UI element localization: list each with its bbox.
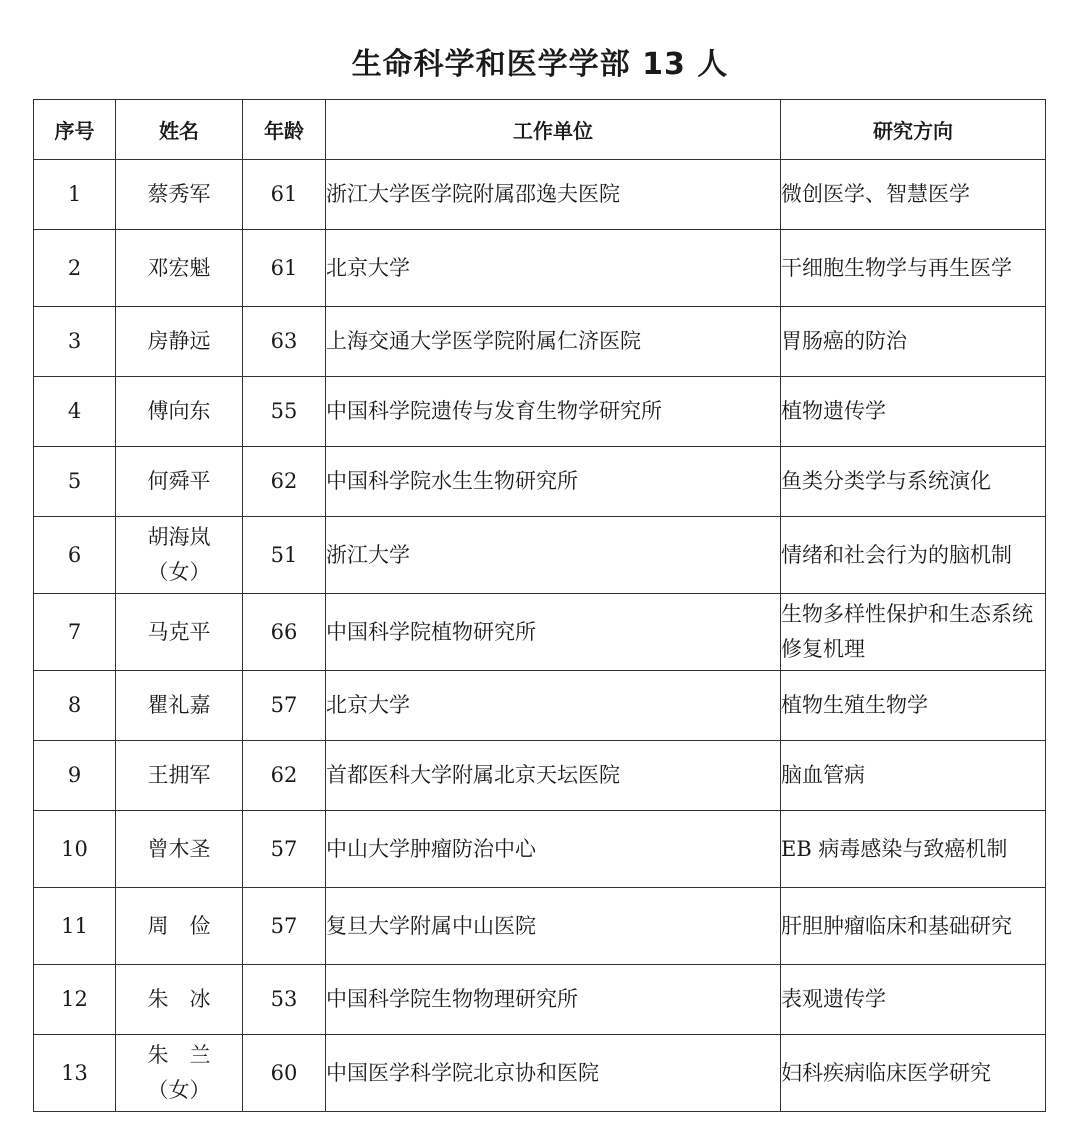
cell-direction: 鱼类分类学与系统演化 bbox=[781, 447, 1046, 517]
cell-unit: 北京大学 bbox=[326, 230, 781, 307]
cell-unit: 中国科学院植物研究所 bbox=[326, 594, 781, 671]
cell-age: 57 bbox=[243, 811, 326, 888]
cell-num: 9 bbox=[34, 741, 116, 811]
cell-age: 66 bbox=[243, 594, 326, 671]
cell-num: 10 bbox=[34, 811, 116, 888]
cell-direction: 微创医学、智慧医学 bbox=[781, 160, 1046, 230]
cell-age: 63 bbox=[243, 307, 326, 377]
cell-age: 57 bbox=[243, 671, 326, 741]
cell-name: 周 俭 bbox=[116, 888, 243, 965]
header-name: 姓名 bbox=[116, 100, 243, 160]
table-row bbox=[34, 447, 1046, 517]
cell-unit: 浙江大学 bbox=[326, 517, 781, 594]
cell-num: 8 bbox=[34, 671, 116, 741]
table-row bbox=[34, 160, 1046, 230]
cell-name: 邓宏魁 bbox=[116, 230, 243, 307]
cell-unit: 上海交通大学医学院附属仁济医院 bbox=[326, 307, 781, 377]
cell-unit: 北京大学 bbox=[326, 671, 781, 741]
member-table bbox=[33, 99, 1046, 1112]
cell-num: 11 bbox=[34, 888, 116, 965]
header-num: 序号 bbox=[34, 100, 116, 160]
cell-name: 胡海岚 （女） bbox=[116, 517, 243, 594]
cell-age: 53 bbox=[243, 965, 326, 1035]
table-row bbox=[34, 741, 1046, 811]
cell-unit: 首都医科大学附属北京天坛医院 bbox=[326, 741, 781, 811]
table-row bbox=[34, 307, 1046, 377]
cell-num: 4 bbox=[34, 377, 116, 447]
cell-name: 朱 冰 bbox=[116, 965, 243, 1035]
cell-unit: 中国医学科学院北京协和医院 bbox=[326, 1035, 781, 1112]
cell-name: 蔡秀军 bbox=[116, 160, 243, 230]
table-row bbox=[34, 1035, 1046, 1112]
cell-num: 12 bbox=[34, 965, 116, 1035]
cell-unit: 中国科学院生物物理研究所 bbox=[326, 965, 781, 1035]
cell-direction: 植物生殖生物学 bbox=[781, 671, 1046, 741]
table-row bbox=[34, 517, 1046, 594]
cell-direction: 肝胆肿瘤临床和基础研究 bbox=[781, 888, 1046, 965]
cell-unit: 复旦大学附属中山医院 bbox=[326, 888, 781, 965]
cell-direction: 生物多样性保护和生态系统修复机理 bbox=[781, 594, 1046, 671]
cell-num: 2 bbox=[34, 230, 116, 307]
cell-age: 61 bbox=[243, 230, 326, 307]
cell-direction: 植物遗传学 bbox=[781, 377, 1046, 447]
cell-num: 7 bbox=[34, 594, 116, 671]
header-age: 年龄 bbox=[243, 100, 326, 160]
table-header-row bbox=[34, 100, 1046, 160]
cell-unit: 中国科学院水生生物研究所 bbox=[326, 447, 781, 517]
header-direction: 研究方向 bbox=[781, 100, 1046, 160]
cell-age: 55 bbox=[243, 377, 326, 447]
cell-name: 傅向东 bbox=[116, 377, 243, 447]
cell-name: 曾木圣 bbox=[116, 811, 243, 888]
cell-num: 1 bbox=[34, 160, 116, 230]
cell-name: 瞿礼嘉 bbox=[116, 671, 243, 741]
cell-num: 5 bbox=[34, 447, 116, 517]
table-row bbox=[34, 965, 1046, 1035]
cell-name: 何舜平 bbox=[116, 447, 243, 517]
table-row bbox=[34, 671, 1046, 741]
cell-direction: 妇科疾病临床医学研究 bbox=[781, 1035, 1046, 1112]
cell-direction: 情绪和社会行为的脑机制 bbox=[781, 517, 1046, 594]
page-title: 生命科学和医学学部 13 人 bbox=[351, 47, 729, 82]
cell-num: 3 bbox=[34, 307, 116, 377]
cell-direction: 脑血管病 bbox=[781, 741, 1046, 811]
cell-name: 马克平 bbox=[116, 594, 243, 671]
cell-num: 13 bbox=[34, 1035, 116, 1112]
cell-unit: 中国科学院遗传与发育生物学研究所 bbox=[326, 377, 781, 447]
table-row bbox=[34, 888, 1046, 965]
cell-name: 房静远 bbox=[116, 307, 243, 377]
header-unit: 工作单位 bbox=[326, 100, 781, 160]
cell-direction: 干细胞生物学与再生医学 bbox=[781, 230, 1046, 307]
table-row bbox=[34, 594, 1046, 671]
cell-age: 57 bbox=[243, 888, 326, 965]
cell-age: 51 bbox=[243, 517, 326, 594]
cell-name: 朱 兰 （女） bbox=[116, 1035, 243, 1112]
cell-unit: 中山大学肿瘤防治中心 bbox=[326, 811, 781, 888]
table-row bbox=[34, 811, 1046, 888]
cell-direction: EB 病毒感染与致癌机制 bbox=[781, 811, 1046, 888]
table-row bbox=[34, 230, 1046, 307]
cell-unit: 浙江大学医学院附属邵逸夫医院 bbox=[326, 160, 781, 230]
table-row bbox=[34, 377, 1046, 447]
cell-age: 62 bbox=[243, 447, 326, 517]
cell-direction: 表观遗传学 bbox=[781, 965, 1046, 1035]
cell-name: 王拥军 bbox=[116, 741, 243, 811]
cell-direction: 胃肠癌的防治 bbox=[781, 307, 1046, 377]
cell-age: 62 bbox=[243, 741, 326, 811]
cell-age: 61 bbox=[243, 160, 326, 230]
cell-age: 60 bbox=[243, 1035, 326, 1112]
cell-num: 6 bbox=[34, 517, 116, 594]
